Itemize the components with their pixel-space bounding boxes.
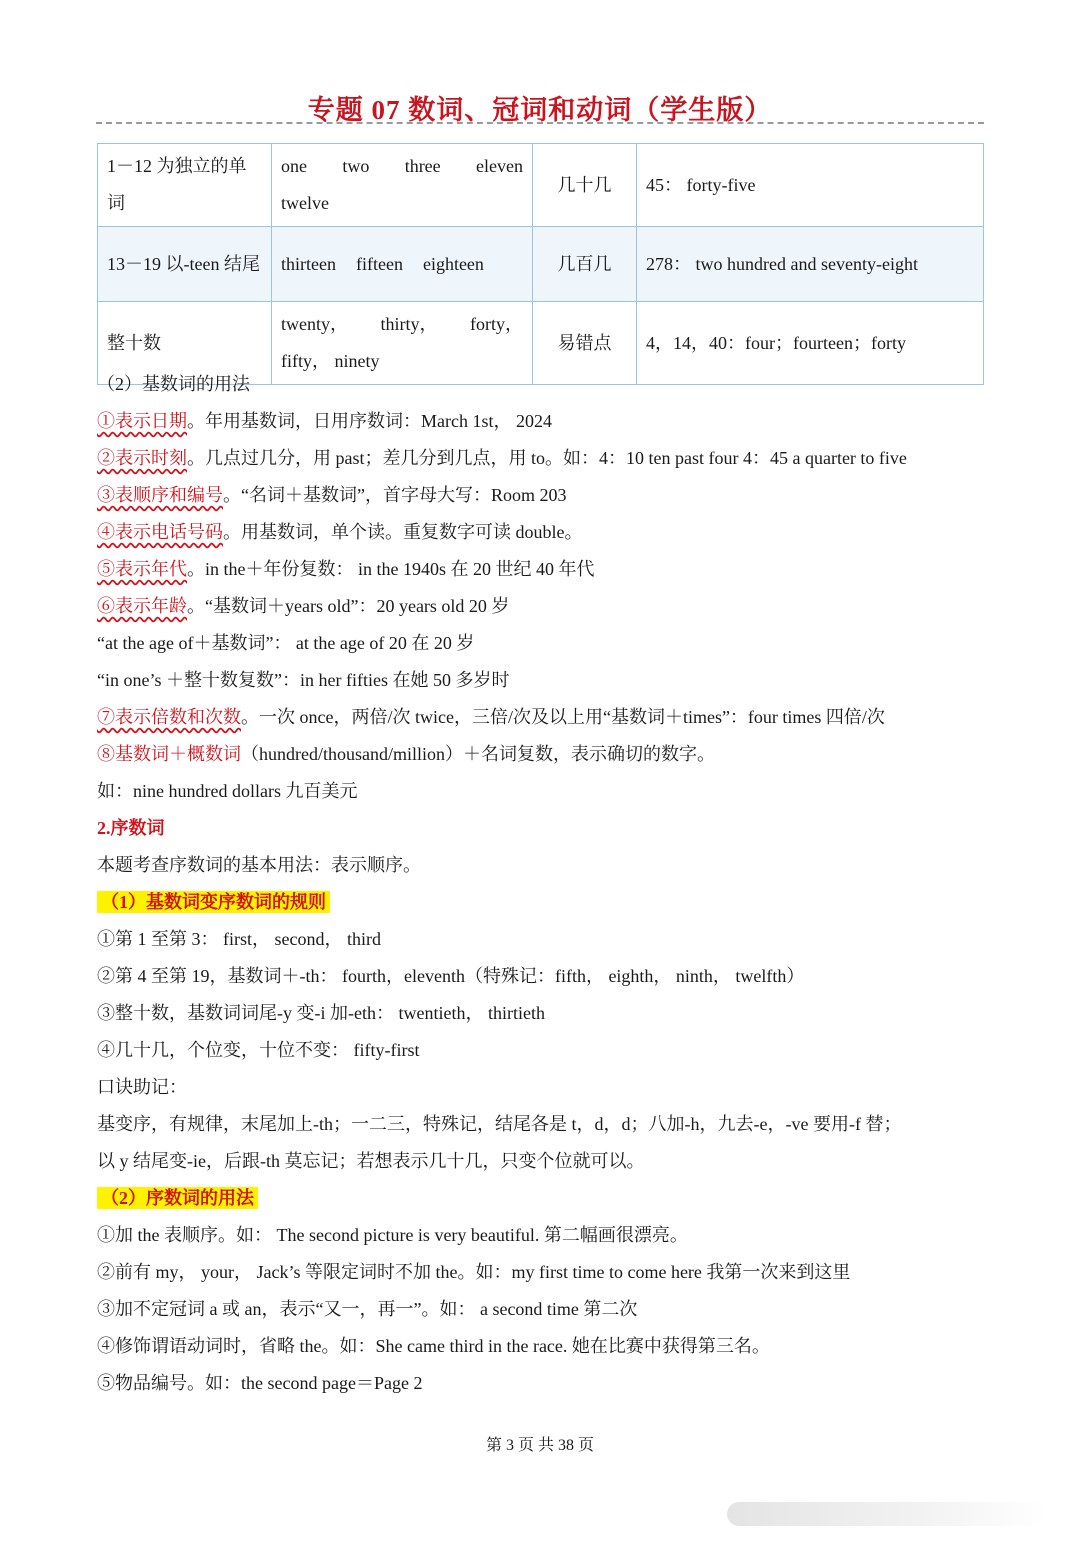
usage-line <box>97 518 583 544</box>
usage-line: “at the age of＋基数词”： at the age of 20 在 20 岁 <box>97 633 475 653</box>
usage-keyword: ⑥表示年龄 <box>97 596 187 616</box>
usage-text: 。年用基数词，日用序数词：March 1st， 2024 <box>187 411 552 431</box>
usage-text: 。in the＋年份复数： in the 1940s 在 20 世纪 40 年代 <box>187 559 595 579</box>
usage-heading <box>97 1184 258 1210</box>
usage-text: 。用基数词，单个读。重复数字可读 double。 <box>223 522 583 542</box>
usage-line <box>97 703 885 729</box>
table-cell: 整十数 <box>98 302 272 385</box>
usage-line <box>97 740 715 766</box>
word: eighteen <box>422 253 484 274</box>
highlighted-heading: （1）基数词变序数词的规则 <box>97 891 330 913</box>
usage-text: 。一次 once，两倍/次 twice，三倍/次及以上用“基数词＋times”：four times 四倍/次 <box>241 707 885 727</box>
table-cell <box>272 302 533 385</box>
table-cell: 易错点 <box>533 302 637 385</box>
rule-line: ④几十几，个位变，十位不变： fifty-first <box>97 1040 420 1060</box>
table-cell: 几百几 <box>533 227 637 302</box>
usage-keyword: ⑤表示年代 <box>97 559 187 579</box>
ordinal-usage-line: ④修饰谓语动词时，省略 the。如：She came third in the race. 她在比赛中获得第三名。 <box>97 1336 770 1356</box>
word: eleven <box>476 156 523 176</box>
cardinal-usage-heading: （2）基数词的用法 <box>97 374 250 394</box>
word: fifteen <box>355 253 403 274</box>
table-cell: 几十几 <box>533 144 637 227</box>
table-cell: 45： forty-five <box>637 144 984 227</box>
usage-line <box>97 444 907 470</box>
ordinal-intro: 本题考查序数词的基本用法：表示顺序。 <box>97 855 421 875</box>
table-cell <box>272 144 533 227</box>
word: three <box>404 156 441 176</box>
table-row <box>98 144 984 227</box>
usage-keyword: ①表示日期 <box>97 411 187 431</box>
word-line-2: fifty， ninety <box>281 351 380 371</box>
usage-line: 如：nine hundred dollars 九百美元 <box>97 781 358 801</box>
rules-heading <box>97 888 330 914</box>
usage-line: “in one’s ＋整十数复数”：in her fifties 在她 50 多岁时 <box>97 670 510 690</box>
usage-keyword: ⑧基数词＋概数词 <box>97 744 241 764</box>
word: twenty， <box>281 314 348 334</box>
usage-line <box>97 481 566 507</box>
usage-text: 。“基数词＋years old”：20 years old 20 岁 <box>187 596 510 616</box>
ordinal-usage-line: ①加 the 表顺序。如： The second picture is very beautiful. 第二幅画很漂亮。 <box>97 1225 688 1245</box>
table-row <box>98 227 984 302</box>
table-cell: 13－19 以-teen 结尾 <box>98 227 272 302</box>
usage-keyword: ⑦表示倍数和次数 <box>97 707 241 727</box>
usage-line <box>97 555 595 581</box>
usage-line <box>97 407 552 433</box>
word: one <box>281 156 307 176</box>
usage-keyword: ③表顺序和编号 <box>97 485 223 505</box>
word: forty， <box>470 314 523 334</box>
word: two <box>342 156 370 176</box>
table-cell: 1－12 为独立的单词 <box>98 144 272 227</box>
word: thirteen <box>281 253 336 274</box>
table-cell: 4，14，40：four；fourteen；forty <box>637 302 984 385</box>
word-line-2: twelve <box>281 193 329 213</box>
page-number-footer: 第 3 页 共 38 页 <box>485 1437 594 1454</box>
mnemonic-line: 基变序，有规律，末尾加上-th；一二三，特殊记，结尾各是 t，d，d；八加-h，九去-e，-ve 要用-f 替； <box>97 1114 902 1134</box>
table-cell: 278： two hundred and seventy-eight <box>637 227 984 302</box>
ordinal-usage-line: ③加不定冠词 a 或 an，表示“又一，再一”。如： a second time 第二次 <box>97 1299 638 1319</box>
ordinal-usage-line: ⑤物品编号。如：the second page＝Page 2 <box>97 1373 423 1393</box>
word: thirty， <box>380 314 438 334</box>
ordinal-usage-line: ②前有 my， your， Jack’s 等限定词时不加 the。如：my first time to come here 我第一次来到这里 <box>97 1262 851 1282</box>
rule-line: ①第 1 至第 3： first， second， third <box>97 929 381 949</box>
rule-line: ③整十数，基数词词尾-y 变-i 加-eth： twentieth， thirtieth <box>97 1003 545 1023</box>
usage-keyword: ④表示电话号码 <box>97 522 223 542</box>
usage-text: 。几点过几分，用 past；差几分到几点，用 to。如：4：10 ten past four 4：45 a quarter to five <box>187 448 907 468</box>
usage-text: 。“名词＋基数词”，首字母大写：Room 203 <box>223 485 567 505</box>
ordinal-section-heading: 2.序数词 <box>97 818 165 838</box>
table-cell <box>272 227 533 302</box>
scan-smudge <box>727 1502 1047 1526</box>
page-title: 专题 07 数词、冠词和动词（学生版） <box>307 95 773 125</box>
usage-line <box>97 592 509 618</box>
mnemonic-label: 口诀助记： <box>97 1077 187 1097</box>
usage-text: （hundred/thousand/million）＋名词复数，表示确切的数字。 <box>241 744 715 764</box>
cardinal-number-table <box>97 143 984 385</box>
rule-line: ②第 4 至第 19，基数词＋-th： fourth，eleventh（特殊记：fifth， eighth， ninth， twelfth） <box>97 966 805 986</box>
highlighted-heading: （2）序数词的用法 <box>97 1187 258 1209</box>
mnemonic-line: 以 y 结尾变-ie，后跟-th 莫忘记；若想表示几十几，只变个位就可以。 <box>97 1151 645 1171</box>
usage-keyword: ②表示时刻 <box>97 448 187 468</box>
title-divider <box>96 122 984 124</box>
